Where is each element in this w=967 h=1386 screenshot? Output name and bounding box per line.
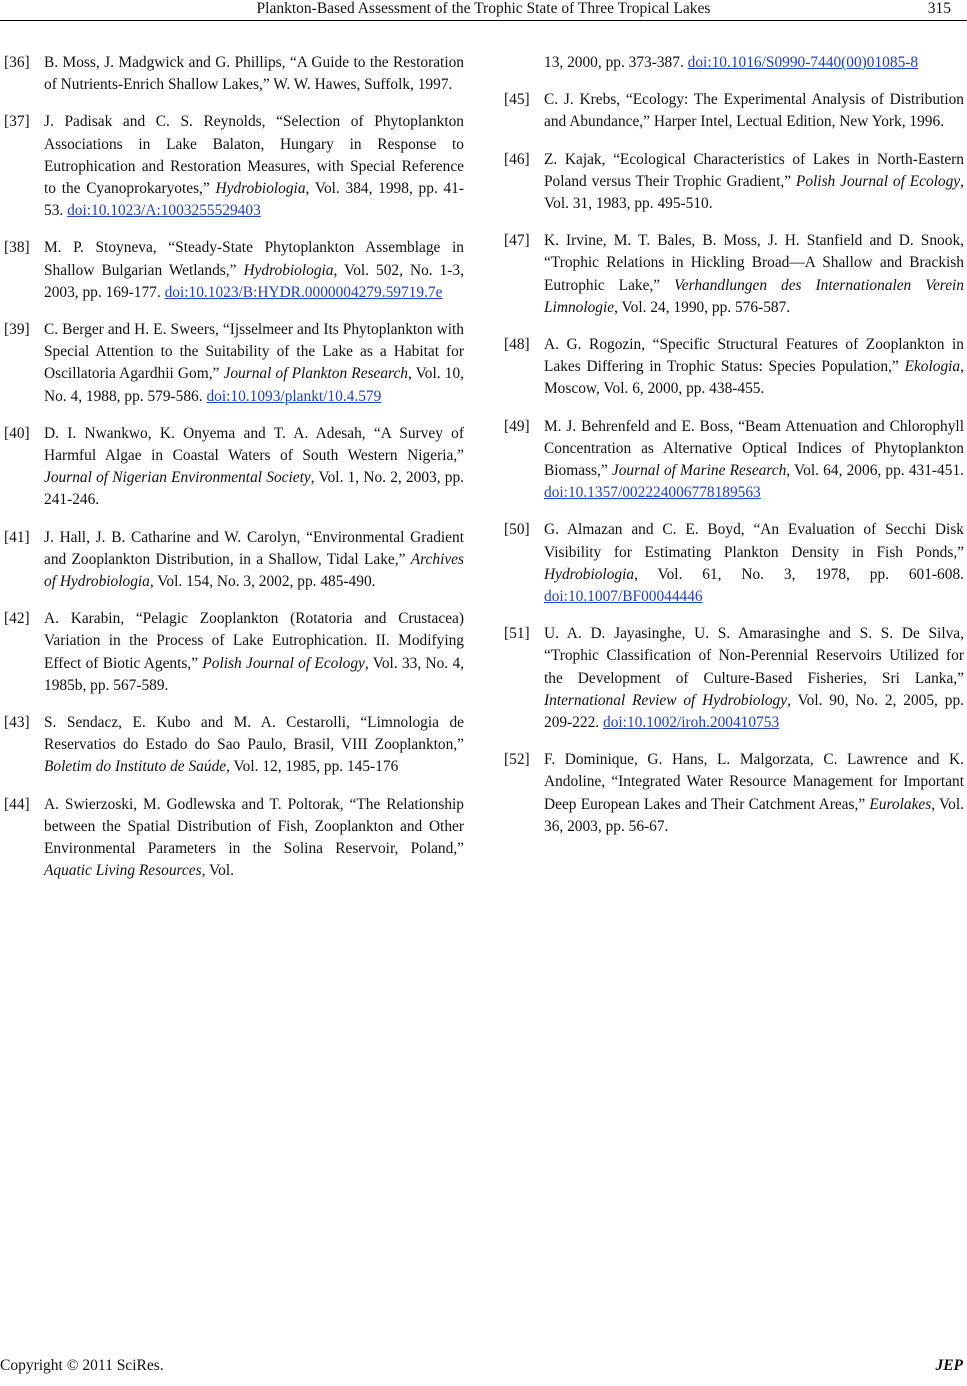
reference-number: [39] bbox=[4, 321, 30, 339]
doi-link[interactable]: doi:10.1007/BF00044446 bbox=[544, 588, 703, 606]
reference-entry bbox=[504, 749, 964, 838]
reference-text: , Vol. 502, No. 1-3, 2003, pp. 169-177. bbox=[44, 261, 464, 301]
journal-title: Hydrobiologia bbox=[544, 565, 635, 583]
doi-link[interactable]: doi:10.1023/B:HYDR.0000004279.59719.7e bbox=[164, 283, 443, 301]
journal-title: Polish Journal of Ecology bbox=[795, 172, 961, 190]
journal-title: Ekologia bbox=[904, 358, 961, 376]
journal-title: Polish Journal of Ecology bbox=[202, 654, 365, 672]
reference-text: G. Almazan and C. E. Boyd, “An Evaluation of Secchi Disk Visibility for Estimating Plankton Density in Fish Ponds,” bbox=[544, 521, 964, 561]
reference-entry bbox=[504, 149, 964, 216]
reference-entry bbox=[4, 608, 464, 697]
reference-number: [36] bbox=[4, 54, 30, 71]
reference-number: [44] bbox=[4, 795, 30, 813]
doi-link[interactable]: doi:10.1002/iroh.200410753 bbox=[603, 714, 780, 732]
reference-text: , Vol. 31, 1983, pp. 495-510. bbox=[544, 172, 965, 213]
doi-link[interactable]: doi:10.1023/A:1003255529403 bbox=[67, 202, 261, 220]
reference-text: A. Karabin, “Pelagic Zooplankton (Rotatoria and Crustacea) Variation in the Process of Lake Eutrophication. II. Modifying Effect of Biotic Agents,” bbox=[44, 610, 464, 672]
reference-number: [49] bbox=[504, 417, 530, 435]
reference-number: [47] bbox=[504, 232, 530, 250]
reference-entry bbox=[4, 423, 464, 512]
reference-entry bbox=[4, 237, 464, 304]
doi-link[interactable]: doi:10.1093/plankt/10.4.579 bbox=[206, 387, 382, 405]
reference-number: [52] bbox=[504, 751, 530, 769]
reference-number: [42] bbox=[4, 610, 30, 628]
journal-title: Archives of Hydrobiologia bbox=[44, 550, 464, 591]
reference-entry bbox=[4, 794, 464, 883]
doi-link[interactable]: doi:10.1016/S0990-7440(00)01085-8 bbox=[687, 54, 919, 71]
journal-title: Aquatic Living Resources bbox=[44, 862, 202, 880]
journal-title: International Review of Hydrobiology bbox=[544, 691, 788, 709]
reference-text: J. Hall, J. B. Catharine and W. Carolyn, “Environmental Gradient and Zooplankton Distribution, in a Shallow, Tidal Lake,” bbox=[44, 528, 464, 568]
reference-text: , Vol. 64, 2006, pp. 431-451. bbox=[786, 462, 964, 480]
journal-title: Journal of Marine Research bbox=[611, 462, 787, 480]
journal-title: Hydrobiologia bbox=[215, 180, 306, 198]
reference-text: , Vol. bbox=[201, 862, 234, 880]
reference-number: [51] bbox=[504, 625, 530, 643]
reference-text: M. J. Behrenfeld and E. Boss, “Beam Attenuation and Chlorophyll Concentration as Alternative Optical Indices of Phytoplankton Biomass,” bbox=[544, 417, 964, 480]
reference-text: , Vol. 90, No. 2, 2005, pp. 209-222. bbox=[544, 691, 964, 732]
reference-column-right bbox=[504, 52, 964, 853]
reference-entry bbox=[504, 416, 964, 505]
reference-entry bbox=[4, 52, 464, 96]
reference-entry bbox=[504, 89, 964, 133]
reference-entry bbox=[504, 52, 964, 74]
reference-text: A. G. Rogozin, “Specific Structural Features of Zooplankton in Lakes Differing in Trophic Status: Species Population,” bbox=[544, 336, 964, 376]
reference-text: 13, 2000, pp. 373-387. bbox=[544, 54, 688, 71]
page-footer bbox=[0, 1353, 967, 1377]
reference-number: [41] bbox=[4, 528, 30, 546]
reference-text: , Vol. 36, 2003, pp. 56-67. bbox=[544, 795, 964, 835]
reference-text: , Vol. 10, No. 4, 1988, pp. 579-586. bbox=[44, 365, 464, 405]
reference-number: [43] bbox=[4, 714, 30, 732]
running-header bbox=[0, 0, 967, 22]
doi-link[interactable]: doi:10.1357/002224006778189563 bbox=[544, 484, 761, 502]
reference-text: , Vol. 61, No. 3, 1978, pp. 601-608. bbox=[634, 565, 964, 583]
journal-title: Boletim do Instituto de Saúde bbox=[44, 758, 227, 776]
reference-entry bbox=[504, 230, 964, 319]
reference-entry bbox=[4, 712, 464, 779]
journal-title: Eurolakes bbox=[869, 795, 932, 813]
reference-text: U. A. D. Jayasinghe, U. S. Amarasinghe and S. S. De Silva, “Trophic Classification of Non-Perennial Reservoirs Utilized for the Development of Culture-Based Fisheries, Sri Lanka,” bbox=[544, 625, 964, 687]
reference-entry bbox=[504, 519, 964, 608]
reference-text: K. Irvine, M. T. Bales, B. Moss, J. H. Stanfield and D. Snook, “Trophic Relations in Hickling Broad—A Shallow and Brackish Eutrophic Lake,” bbox=[544, 232, 964, 294]
reference-text: C. Berger and H. E. Sweers, “Ijsselmeer and Its Phytoplankton with Special Attention to the Suitability of the Lake as a Habitat for Oscillatoria Agardhii Gom,” bbox=[44, 321, 464, 383]
reference-text: C. J. Krebs, “Ecology: The Experimental Analysis of Distribution and Abundance,” Harper Intel, Lectual Edition, New York, 1996. bbox=[544, 91, 964, 131]
reference-text: B. Moss, J. Madgwick and G. Phillips, “A Guide to the Restoration of Nutrients-Enrich Shallow Lakes,” W. W. Hawes, Suffolk, 1997. bbox=[44, 54, 464, 94]
page-number: 315 bbox=[927, 0, 951, 17]
reference-text: S. Sendacz, E. Kubo and M. A. Cestarolli, “Limnologia de Reservatios do Estado do Sao Paulo, Brasil, VIII Zooplankton,” bbox=[44, 714, 464, 754]
journal-abbreviation: JEP bbox=[935, 1357, 963, 1374]
header-rule bbox=[0, 20, 967, 21]
journal-title: Journal of Nigerian Environmental Society bbox=[44, 469, 311, 487]
reference-column-left bbox=[4, 52, 464, 898]
journal-title: Hydrobiologia bbox=[243, 261, 334, 279]
reference-entry bbox=[504, 334, 964, 401]
reference-entry bbox=[504, 623, 964, 734]
reference-text: A. Swierzoski, M. Godlewska and T. Poltorak, “The Relationship between the Spatial Distribution of Fish, Zooplankton and Other Environmental Parameters in the Solina Reservoir, Poland,” bbox=[44, 795, 464, 858]
reference-number: [45] bbox=[504, 91, 530, 109]
journal-title: Journal of Plankton Research bbox=[223, 365, 408, 383]
reference-number: [40] bbox=[4, 424, 30, 442]
reference-text: Z. Kajak, “Ecological Characteristics of Lakes in North-Eastern Poland versus Their Trophic Gradient,” bbox=[544, 150, 964, 190]
reference-entry bbox=[4, 319, 464, 408]
reference-text: , Vol. 12, 1985, pp. 145-176 bbox=[226, 758, 399, 776]
reference-text: , Vol. 24, 1990, pp. 576-587. bbox=[614, 298, 791, 316]
reference-entry bbox=[4, 111, 464, 222]
reference-text: , Vol. 384, 1998, pp. 41-53. bbox=[44, 180, 464, 220]
reference-entry bbox=[4, 527, 464, 594]
reference-text: M. P. Stoyneva, “Steady-State Phytoplankton Assemblage in Shallow Bulgarian Wetlands,” bbox=[44, 239, 464, 279]
reference-text: F. Dominique, G. Hans, L. Malgorzata, C. Lawrence and K. Andoline, “Integrated Water Resource Management for Important Deep European Lakes and Their Catchment Areas,” bbox=[544, 751, 964, 813]
running-title: Plankton-Based Assessment of the Trophic State of Three Tropical Lakes bbox=[256, 0, 711, 17]
reference-number: [38] bbox=[4, 239, 30, 257]
reference-text: , Moscow, Vol. 6, 2000, pp. 438-455. bbox=[544, 358, 964, 398]
reference-text: J. Padisak and C. S. Reynolds, “Selection of Phytoplankton Associations in Lake Balaton, Hungary in Response to Eutrophication and Restoration Measures, with Special Reference to the Cyanoprokaryotes,” bbox=[44, 113, 464, 198]
journal-title: Verhandlungen des Internationalen Verein Limnologie bbox=[544, 276, 964, 316]
reference-text: , Vol. 33, No. 4, 1985b, pp. 567-589. bbox=[44, 654, 464, 694]
reference-number: [46] bbox=[504, 150, 530, 168]
reference-text: D. I. Nwankwo, K. Onyema and T. A. Adesah, “A Survey of Harmful Algae in Coastal Waters of South Western Nigeria,” bbox=[44, 424, 464, 465]
reference-number: [37] bbox=[4, 113, 30, 131]
reference-text: , Vol. 1, No. 2, 2003, pp. 241-246. bbox=[44, 469, 464, 509]
reference-number: [50] bbox=[504, 521, 530, 539]
reference-number: [48] bbox=[504, 336, 530, 354]
copyright-notice: Copyright © 2011 SciRes. bbox=[0, 1357, 164, 1374]
reference-text: , Vol. 154, No. 3, 2002, pp. 485-490. bbox=[149, 573, 376, 591]
